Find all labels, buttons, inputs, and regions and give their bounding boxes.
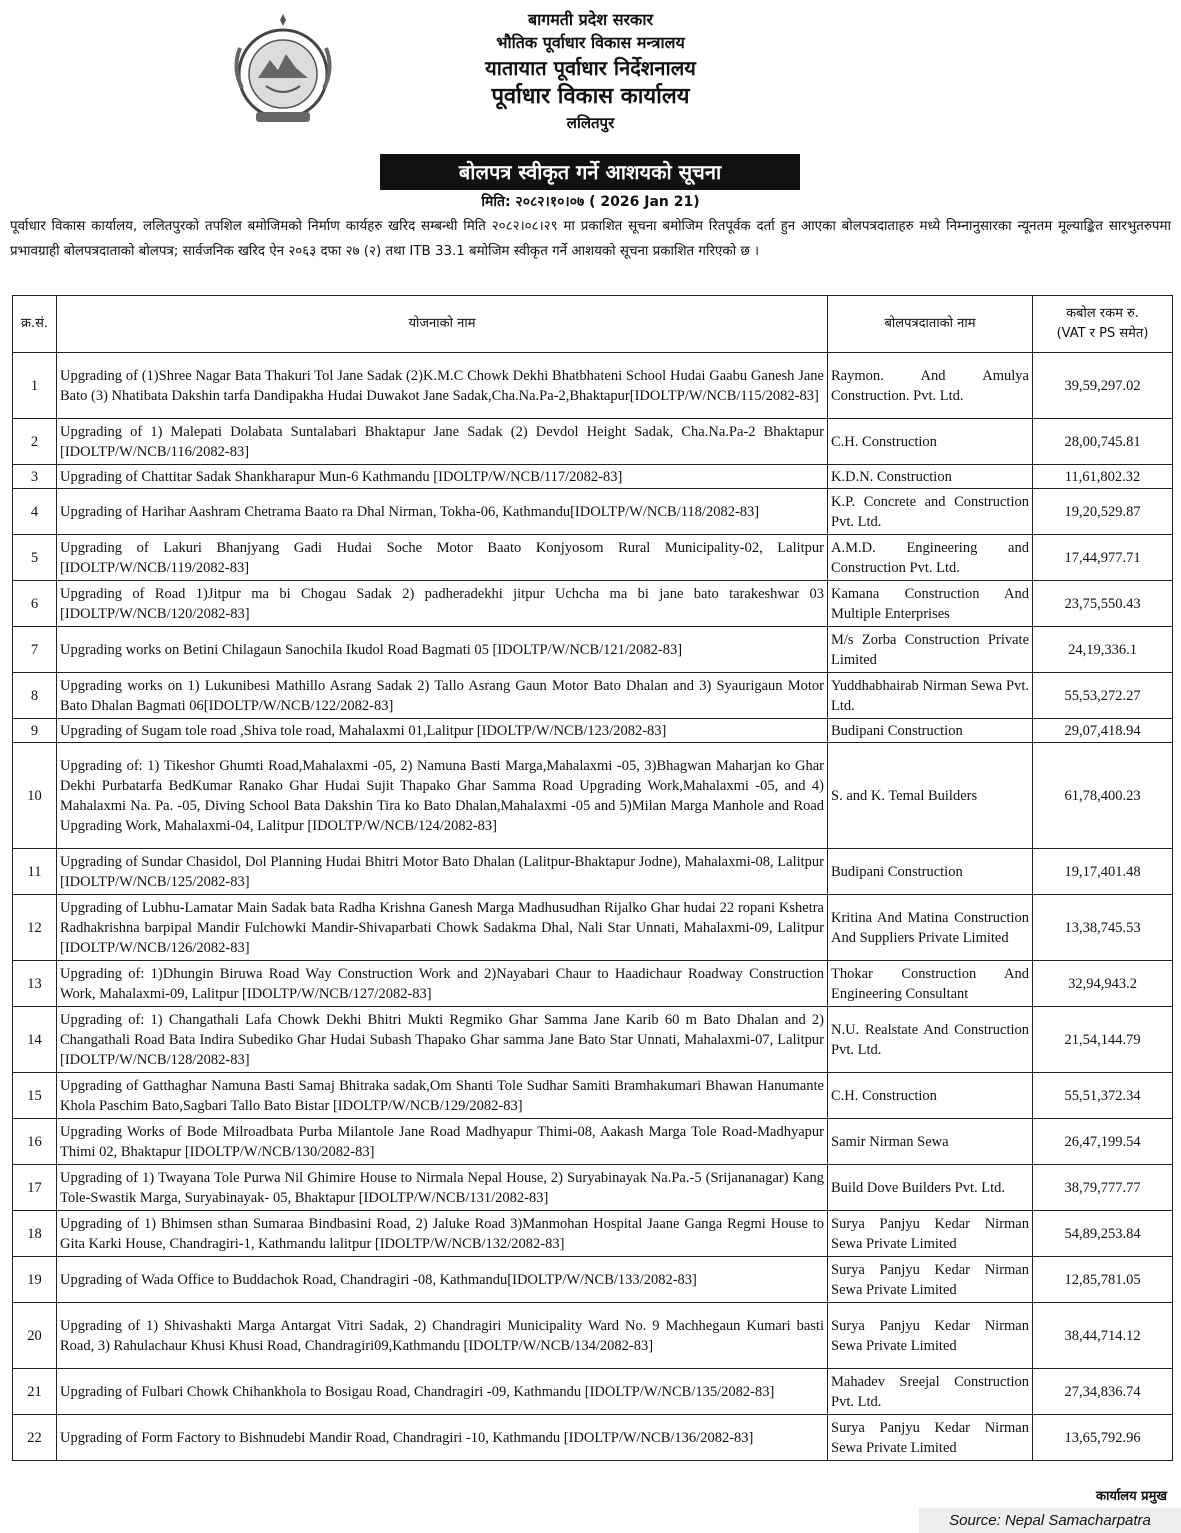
office-header xyxy=(0,8,1181,134)
column-header-project: योजनाको नाम xyxy=(57,296,828,353)
row-number: 19 xyxy=(13,1257,57,1303)
table-row xyxy=(13,1007,1173,1073)
office-location: ललितपुर xyxy=(566,114,615,132)
table-row xyxy=(13,895,1173,961)
bid-amount: 61,78,400.23 xyxy=(1033,743,1173,849)
table-row xyxy=(13,1211,1173,1257)
province-government: बागमती प्रदेश सरकार xyxy=(527,10,654,29)
bidder-name: K.P. Concrete and Construction Pvt. Ltd. xyxy=(828,489,1033,535)
row-number: 8 xyxy=(13,673,57,719)
row-number: 14 xyxy=(13,1007,57,1073)
bid-amount: 13,65,792.96 xyxy=(1033,1415,1173,1461)
bidder-name: Thokar Construction And Engineering Consultant xyxy=(828,961,1033,1007)
office-name: पूर्वाधार विकास कार्यालय xyxy=(491,84,690,109)
bid-amount: 29,07,418.94 xyxy=(1033,719,1173,743)
table-row xyxy=(13,535,1173,581)
table-row xyxy=(13,489,1173,535)
row-number: 3 xyxy=(13,465,57,489)
bid-amount: 12,85,781.05 xyxy=(1033,1257,1173,1303)
row-number: 13 xyxy=(13,961,57,1007)
project-name: Upgrading of 1) Malepati Dolabata Suntalabari Bhaktapur Jane Sadak (2) Devdol Height Sadak, Cha.Na.Pa-2 Bhaktapur [IDOLTP/W/NCB/116/2082-83] xyxy=(57,419,828,465)
table-row xyxy=(13,1257,1173,1303)
table-row xyxy=(13,719,1173,743)
project-name: Upgrading of Harihar Aashram Chetrama Baato ra Dhal Nirman, Tokha-06, Kathmandu[IDOLTP/W/NCB/118/2082-83] xyxy=(57,489,828,535)
project-name: Upgrading of Sundar Chasidol, Dol Planning Hudai Bhitri Motor Bato Dhalan (Lalitpur-Bhaktapur Jodne), Mahalaxmi-08, Lalitpur [IDOLTP/W/NCB/125/2082-83] xyxy=(57,849,828,895)
bid-amount: 38,44,714.12 xyxy=(1033,1303,1173,1369)
bid-amount: 39,59,297.02 xyxy=(1033,353,1173,419)
bid-amount: 19,20,529.87 xyxy=(1033,489,1173,535)
row-number: 7 xyxy=(13,627,57,673)
bidder-name: N.U. Realstate And Construction Pvt. Ltd. xyxy=(828,1007,1033,1073)
bid-amount: 23,75,550.43 xyxy=(1033,581,1173,627)
bid-table xyxy=(12,295,1173,1461)
row-number: 15 xyxy=(13,1073,57,1119)
bidder-name: Yuddhabhairab Nirman Sewa Pvt. Ltd. xyxy=(828,673,1033,719)
bid-table-body xyxy=(13,353,1173,1461)
bidder-name: Mahadev Sreejal Construction Pvt. Ltd. xyxy=(828,1369,1033,1415)
row-number: 18 xyxy=(13,1211,57,1257)
bidder-name: Build Dove Builders Pvt. Ltd. xyxy=(828,1165,1033,1211)
signatory-title: कार्यालय प्रमुख xyxy=(1096,1489,1167,1504)
table-row xyxy=(13,673,1173,719)
notice-date: मिति: २०८२।१०।०७ ( 2026 Jan 21) xyxy=(481,194,700,210)
project-name: Upgrading of Lubhu-Lamatar Main Sadak bata Radha Krishna Ganesh Marga Madhusudhan Rijalko Ghar hudai 22 ropani Kshetra Radhakrishna barpipal Mandir Fulchowki Mandir-Shivaparbati Chowk Sadakma Dhal, Nali Star Unnati, Mahalaxmi-09, Lalitpur [IDOLTP/W/NCB/126/2082-83] xyxy=(57,895,828,961)
project-name: Upgrading of 1) Twayana Tole Purwa Nil Ghimire House to Nirmala Nepal House, 2) Suryabinayak Na.Pa.-5 (Srijananagar) Kang Tole-Swastik Marga, Suryabinayak- 05, Bhaktapur [IDOLTP/W/NCB/131/2082-83] xyxy=(57,1165,828,1211)
project-name: Upgrading of (1)Shree Nagar Bata Thakuri Tol Jane Sadak (2)K.M.C Chowk Dekhi Bhatbhateni School Hudai Gaabu Ganesh Jane Bato (3) Nhatibata Dakshin tarfa Dandipakha Hudai Duwakot Jane Sadak,Cha.Na.Pa-2,Bhaktapur[IDOLTP/W/NCB/115/2082-83] xyxy=(57,353,828,419)
bidder-name: C.H. Construction xyxy=(828,1073,1033,1119)
bid-amount: 13,38,745.53 xyxy=(1033,895,1173,961)
table-row xyxy=(13,1369,1173,1415)
column-header-amount xyxy=(1033,296,1173,353)
bidder-name: Surya Panjyu Kedar Nirman Sewa Private Limited xyxy=(828,1257,1033,1303)
bid-amount: 32,94,943.2 xyxy=(1033,961,1173,1007)
amount-header-line2: (VAT र PS समेत) xyxy=(1056,326,1149,341)
bidder-name: Kritina And Matina Construction And Suppliers Private Limited xyxy=(828,895,1033,961)
row-number: 20 xyxy=(13,1303,57,1369)
row-number: 4 xyxy=(13,489,57,535)
bid-amount: 28,00,745.81 xyxy=(1033,419,1173,465)
table-row xyxy=(13,961,1173,1007)
table-row xyxy=(13,1119,1173,1165)
table-row xyxy=(13,743,1173,849)
row-number: 9 xyxy=(13,719,57,743)
bid-amount: 21,54,144.79 xyxy=(1033,1007,1173,1073)
bidder-name: Surya Panjyu Kedar Nirman Sewa Private Limited xyxy=(828,1415,1033,1461)
row-number: 10 xyxy=(13,743,57,849)
project-name: Upgrading of 1) Bhimsen sthan Sumaraa Bindbasini Road, 2) Jaluke Road 3)Manmohan Hospital Jaane Ganga Regmi House to Gita Karki House, Chandragiri-1, Kathmandu lalitpur [IDOLTP/W/NCB/132/2082-83] xyxy=(57,1211,828,1257)
source-credit: Source: Nepal Samacharpatra xyxy=(919,1508,1181,1533)
bid-amount: 54,89,253.84 xyxy=(1033,1211,1173,1257)
row-number: 1 xyxy=(13,353,57,419)
notice-title: बोलपत्र स्वीकृत गर्ने आशयको सूचना xyxy=(380,154,800,190)
table-row xyxy=(13,1303,1173,1369)
row-number: 11 xyxy=(13,849,57,895)
bidder-name: Surya Panjyu Kedar Nirman Sewa Private Limited xyxy=(828,1211,1033,1257)
bidder-name: Samir Nirman Sewa xyxy=(828,1119,1033,1165)
table-row xyxy=(13,353,1173,419)
project-name: Upgrading of Gatthaghar Namuna Basti Samaj Bhitraka sadak,Om Shanti Tole Sudhar Samiti Bramhakumari Bhawan Hanumante Khola Paschim Bato,Sagbari Tallo Bato Bistar [IDOLTP/W/NCB/129/2082-83] xyxy=(57,1073,828,1119)
table-row xyxy=(13,581,1173,627)
bid-amount: 19,17,401.48 xyxy=(1033,849,1173,895)
bid-amount: 17,44,977.71 xyxy=(1033,535,1173,581)
row-number: 5 xyxy=(13,535,57,581)
bidder-name: S. and K. Temal Builders xyxy=(828,743,1033,849)
table-row xyxy=(13,849,1173,895)
project-name: Upgrading of Form Factory to Bishnudebi Mandir Road, Chandragiri -10, Kathmandu [IDOLTP/W/NCB/136/2082-83] xyxy=(57,1415,828,1461)
bid-amount: 27,34,836.74 xyxy=(1033,1369,1173,1415)
project-name: Upgrading Works of Bode Milroadbata Purba Milantole Jane Road Madhyapur Thimi-08, Aakash Marga Tole Road-Madhyapur Thimi 02, Bhaktapur [IDOLTP/W/NCB/130/2082-83] xyxy=(57,1119,828,1165)
project-name: Upgrading of Sugam tole road ,Shiva tole road, Mahalaxmi 01,Lalitpur [IDOLTP/W/NCB/123/2082-83] xyxy=(57,719,828,743)
directorate-name: यातायात पूर्वाधार निर्देशनालय xyxy=(485,56,696,80)
row-number: 21 xyxy=(13,1369,57,1415)
row-number: 16 xyxy=(13,1119,57,1165)
table-row xyxy=(13,627,1173,673)
project-name: Upgrading of Lakuri Bhanjyang Gadi Hudai Soche Motor Baato Konjyosom Rural Municipality-02, Lalitpur [IDOLTP/W/NCB/119/2082-83] xyxy=(57,535,828,581)
bid-amount: 26,47,199.54 xyxy=(1033,1119,1173,1165)
bidder-name: Raymon. And Amulya Construction. Pvt. Ltd. xyxy=(828,353,1033,419)
project-name: Upgrading of: 1) Changathali Lafa Chowk Dekhi Bhitri Mukti Regmiko Ghar Samma Jane Karib 60 m Bato Dhalan and 2) Changathali Road Bata Indira Subediko Ghar Hudai Subash Thapako Ghar samma Jane Bato Star Unnati, Mahalaxmi-07, Lalitpur [IDOLTP/W/NCB/128/2082-83] xyxy=(57,1007,828,1073)
table-row xyxy=(13,1165,1173,1211)
project-name: Upgrading works on 1) Lukunibesi Mathillo Asrang Sadak 2) Tallo Asrang Gaun Motor Bato Dhalan and 3) Syaurigaun Motor Bato Dhalan Bagmati 06[IDOLTP/W/NCB/122/2082-83] xyxy=(57,673,828,719)
bidder-name: Surya Panjyu Kedar Nirman Sewa Private Limited xyxy=(828,1303,1033,1369)
bidder-name: A.M.D. Engineering and Construction Pvt. Ltd. xyxy=(828,535,1033,581)
bidder-name: K.D.N. Construction xyxy=(828,465,1033,489)
project-name: Upgrading of Road 1)Jitpur ma bi Chogau Sadak 2) padheradekhi jitpur Uchcha ma bi jane bato tarakeshwar 03 [IDOLTP/W/NCB/120/2082-83] xyxy=(57,581,828,627)
ministry-name: भौतिक पूर्वाधार विकास मन्त्रालय xyxy=(496,33,685,52)
row-number: 17 xyxy=(13,1165,57,1211)
project-name: Upgrading of Wada Office to Buddachok Road, Chandragiri -08, Kathmandu[IDOLTP/W/NCB/133/2082-83] xyxy=(57,1257,828,1303)
intro-paragraph: पूर्वाधार विकास कार्यालय, ललितपुरको तपशिल बमोजिमको निर्माण कार्यहरु खरिद सम्बन्धी मिति २०८२।०८।२९ मा प्रकाशित सूचना बमोजिम रितपूर्वक दर्ता हुन आएका बोलपत्रदाताहरु मध्ये निम्नानुसारका न्यूनतम मूल्याङ्कित सारभुतरुपमा प्रभावग्राही बोलपत्रदाताको बोलपत्र; सार्वजनिक खरिद ऐन २०६३ दफा २७ (२) तथा ITB 33.1 बमोजिम स्वीकृत गर्ने आशयको सूचना प्रकाशित गरिएको छ । xyxy=(10,219,1171,259)
table-row xyxy=(13,1415,1173,1461)
row-number: 6 xyxy=(13,581,57,627)
table-row xyxy=(13,419,1173,465)
row-number: 22 xyxy=(13,1415,57,1461)
column-header-bidder: बोलपत्रदाताको नाम xyxy=(828,296,1033,353)
bid-amount: 11,61,802.32 xyxy=(1033,465,1173,489)
bid-amount: 24,19,336.1 xyxy=(1033,627,1173,673)
bidder-name: Kamana Construction And Multiple Enterprises xyxy=(828,581,1033,627)
bid-amount: 55,51,372.34 xyxy=(1033,1073,1173,1119)
column-header-sn: क्र.सं. xyxy=(13,296,57,353)
amount-header-line1: कबोल रकम रु. xyxy=(1066,306,1139,321)
bid-amount: 38,79,777.77 xyxy=(1033,1165,1173,1211)
row-number: 2 xyxy=(13,419,57,465)
project-name: Upgrading of 1) Shivashakti Marga Antargat Vitri Sadak, 2) Chandragiri Municipality Ward No. 9 Machhegaun Kumari basti Road, 3) Rahulachaur Khusi Khusi Road, Chandragiri09,Kathmandu [IDOLTP/W/NCB/134/2082-83] xyxy=(57,1303,828,1369)
bidder-name: Budipani Construction xyxy=(828,719,1033,743)
project-name: Upgrading of Fulbari Chowk Chihankhola to Bosigau Road, Chandragiri -09, Kathmandu [IDOLTP/W/NCB/135/2082-83] xyxy=(57,1369,828,1415)
bid-amount: 55,53,272.27 xyxy=(1033,673,1173,719)
bidder-name: Budipani Construction xyxy=(828,849,1033,895)
table-header-row xyxy=(13,296,1173,353)
project-name: Upgrading of: 1) Tikeshor Ghumti Road,Mahalaxmi -05, 2) Namuna Basti Marga,Mahalaxmi -05, 3)Bhagwan Maharjan ko Ghar Dekhi Purbatarfa BedKumar Ranako Ghar Hudai Sujit Thapako Ghar Samma Road Upgrading Work,Mahalaxmi -05, and 4) Mahalaxmi Na. Pa. -05, Diving School Bata Dakshin Tira ko Bato Dhalan,Mahalaxmi -05 and 5)Milan Marga Manhole and Road Upgrading Work, Mahalaxmi-04, Lalitpur [IDOLTP/W/NCB/124/2082-83] xyxy=(57,743,828,849)
project-name: Upgrading of Chattitar Sadak Shankharapur Mun-6 Kathmandu [IDOLTP/W/NCB/117/2082-83] xyxy=(57,465,828,489)
table-row xyxy=(13,465,1173,489)
bidder-name: M/s Zorba Construction Private Limited xyxy=(828,627,1033,673)
project-name: Upgrading works on Betini Chilagaun Sanochila Ikudol Road Bagmati 05 [IDOLTP/W/NCB/121/2082-83] xyxy=(57,627,828,673)
table-row xyxy=(13,1073,1173,1119)
row-number: 12 xyxy=(13,895,57,961)
project-name: Upgrading of: 1)Dhungin Biruwa Road Way Construction Work and 2)Nayabari Chaur to Haadichaur Roadway Construction Work, Mahalaxmi-09, Lalitpur [IDOLTP/W/NCB/127/2082-83] xyxy=(57,961,828,1007)
bidder-name: C.H. Construction xyxy=(828,419,1033,465)
